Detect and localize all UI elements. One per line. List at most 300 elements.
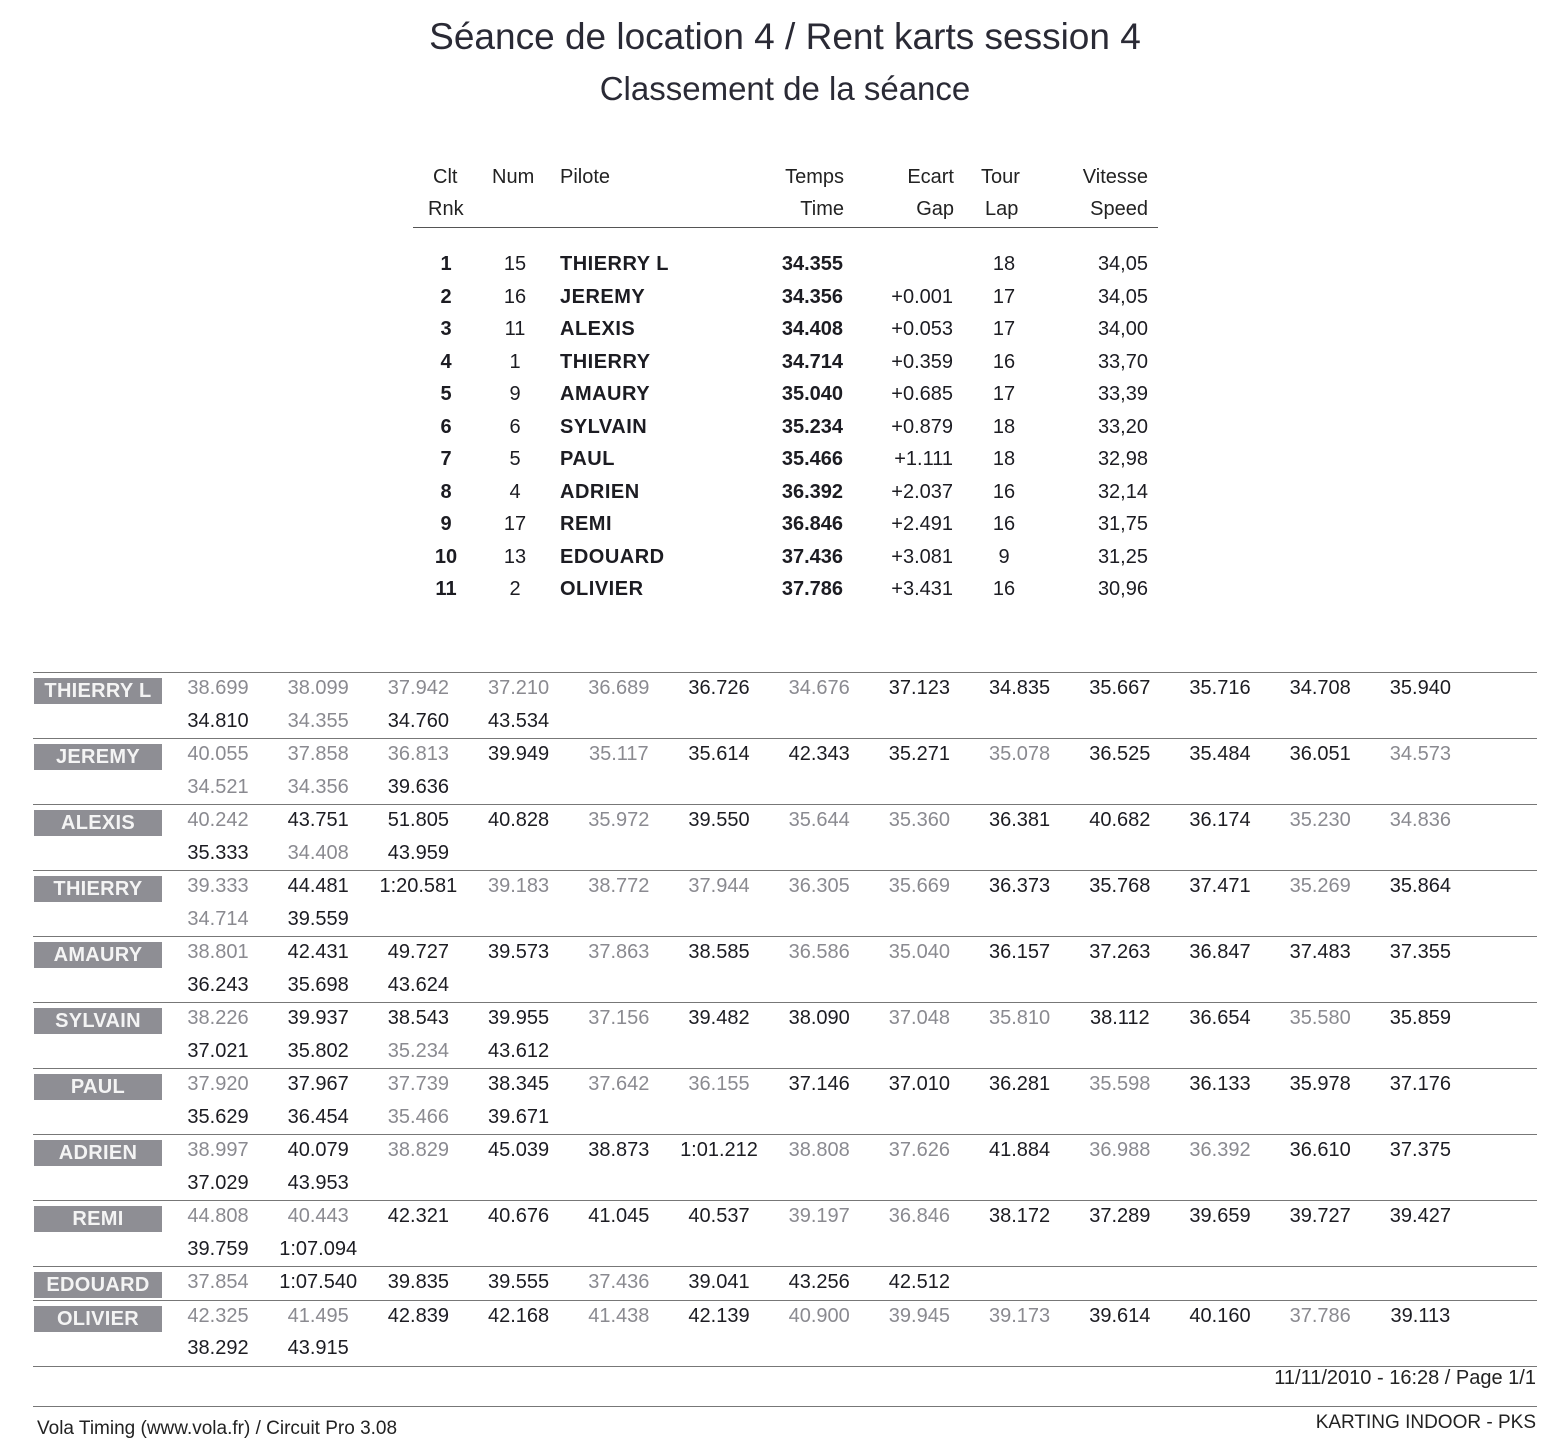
lap-time: 43.534 <box>488 709 550 732</box>
header-driver: Pilote <box>560 166 611 188</box>
cell-num: 5 <box>509 448 521 470</box>
cell-name: THIERRY <box>560 350 651 373</box>
cell-name: OLIVIER <box>560 578 644 600</box>
cell-num: 16 <box>503 285 527 308</box>
lap-time: 40.160 <box>1189 1304 1251 1327</box>
cell-time: 34.714 <box>781 350 843 373</box>
lap-time: 39.659 <box>1189 1205 1251 1227</box>
lap-time: 39.955 <box>488 1007 550 1029</box>
lap-time: 51.805 <box>387 809 449 831</box>
lap-time: 34.714 <box>187 907 249 930</box>
lap-time: 35.234 <box>387 1039 449 1062</box>
lap-times-row <box>33 1300 1537 1366</box>
software-credit: Vola Timing (www.vola.fr) / Circuit Pro 3.08 <box>37 1418 398 1439</box>
lap-time: 39.937 <box>287 1007 349 1029</box>
cell-speed: 30,96 <box>1097 578 1148 600</box>
lap-time: 38.873 <box>588 1139 650 1161</box>
lap-times-row <box>33 870 1537 936</box>
lap-times-row <box>33 936 1537 1002</box>
lap-times-row <box>33 738 1537 804</box>
page-title: Séance de location 4 / Rent karts session 4 <box>429 16 1141 57</box>
cell-speed: 33,39 <box>1097 383 1148 405</box>
lap-time: 35.360 <box>888 809 950 831</box>
lap-time: 42.431 <box>287 941 349 963</box>
table-row <box>413 282 1158 315</box>
lap-time: 34.836 <box>1389 809 1451 831</box>
cell-rank: 5 <box>440 383 452 405</box>
cell-rank: 11 <box>435 578 457 600</box>
footer-divider <box>33 1406 1537 1407</box>
lap-time: 42.139 <box>688 1304 750 1327</box>
lap-time: 35.698 <box>287 973 349 996</box>
cell-time: 34.408 <box>781 318 843 340</box>
lap-time: 38.226 <box>187 1007 249 1029</box>
lap-time: 36.726 <box>688 677 750 699</box>
lap-time: 36.654 <box>1189 1007 1251 1029</box>
header-speed-en: Speed <box>1090 198 1148 220</box>
lap-line <box>33 1036 1537 1069</box>
cell-gap: +3.081 <box>891 545 953 568</box>
lap-time: 35.629 <box>187 1105 249 1128</box>
lap-time: 35.716 <box>1189 677 1251 699</box>
lap-time: 49.727 <box>387 941 449 963</box>
cell-name: JEREMY <box>560 285 646 308</box>
cell-gap: +2.037 <box>891 480 953 503</box>
lap-time: 34.355 <box>287 709 349 732</box>
lap-time: 41.884 <box>989 1139 1051 1161</box>
lap-time: 37.123 <box>888 677 950 699</box>
driver-name-badge: REMI <box>34 1206 162 1232</box>
cell-name: AMAURY <box>560 383 651 405</box>
lap-time: 36.281 <box>989 1073 1051 1095</box>
lap-time: 35.669 <box>888 875 950 897</box>
lap-time: 41.495 <box>287 1304 349 1327</box>
lap-times-row <box>33 1068 1537 1134</box>
lap-time: 35.271 <box>888 743 950 765</box>
lap-time: 39.427 <box>1389 1205 1451 1227</box>
header-gap-en: Gap <box>916 198 954 220</box>
lap-time: 38.997 <box>187 1139 249 1161</box>
lap-time: 36.243 <box>187 973 249 996</box>
driver-name-badge: THIERRY <box>34 876 162 902</box>
lap-time: 35.580 <box>1289 1007 1351 1029</box>
lap-time: 37.786 <box>1289 1304 1351 1327</box>
cell-rank: 9 <box>440 513 452 535</box>
lap-time: 1:07.540 <box>279 1271 358 1293</box>
lap-times-section <box>33 672 1537 1367</box>
lap-line <box>33 1069 1537 1102</box>
lap-time: 43.959 <box>387 841 449 864</box>
cell-time: 35.040 <box>781 383 843 405</box>
lap-time: 37.355 <box>1389 941 1451 963</box>
lap-times-row <box>33 1134 1537 1200</box>
lap-time: 43.915 <box>287 1337 349 1359</box>
lap-time: 38.345 <box>488 1073 550 1095</box>
cell-speed: 34,05 <box>1097 285 1148 308</box>
cell-gap: +1.111 <box>894 448 953 470</box>
lap-time: 38.801 <box>187 941 249 963</box>
page-subtitle: Classement de la séance <box>599 70 971 107</box>
table-row <box>413 347 1158 380</box>
lap-time: 36.381 <box>989 809 1051 831</box>
lap-time: 40.537 <box>688 1205 750 1227</box>
cell-time: 35.234 <box>781 415 843 438</box>
cell-speed: 34,05 <box>1097 253 1148 275</box>
lap-time: 37.010 <box>888 1073 950 1095</box>
cell-time: 36.846 <box>781 513 843 535</box>
header-speed-fr: Vitesse <box>1082 166 1148 188</box>
lap-time: 36.525 <box>1089 743 1151 765</box>
lap-line <box>33 1234 1537 1267</box>
lap-time: 36.988 <box>1089 1139 1151 1161</box>
lap-line <box>33 706 1537 739</box>
lap-time: 35.333 <box>187 841 249 864</box>
cell-speed: 31,75 <box>1097 513 1148 535</box>
lap-time: 38.829 <box>387 1139 449 1161</box>
lap-time: 37.048 <box>888 1007 950 1029</box>
lap-time: 37.854 <box>187 1271 249 1293</box>
cell-gap: +0.053 <box>891 318 953 340</box>
header-gap-fr: Ecart <box>907 166 954 188</box>
lap-time: 37.942 <box>387 677 449 699</box>
lap-time: 40.055 <box>187 743 249 765</box>
cell-speed: 32,14 <box>1097 480 1148 503</box>
cell-name: THIERRY L <box>560 253 669 275</box>
lap-time: 43.624 <box>387 973 449 996</box>
venue-name: KARTING INDOOR - PKS <box>1315 1412 1536 1433</box>
cell-lap: 16 <box>992 578 1016 600</box>
lap-time: 36.846 <box>888 1205 950 1227</box>
lap-time: 37.146 <box>788 1073 850 1095</box>
cell-name: PAUL <box>560 448 615 470</box>
lap-time: 39.482 <box>688 1007 750 1029</box>
cell-time: 37.786 <box>781 578 843 600</box>
cell-rank: 3 <box>440 318 452 340</box>
lap-time: 37.967 <box>287 1073 349 1095</box>
lap-time: 37.375 <box>1389 1139 1451 1161</box>
cell-time: 36.392 <box>781 480 843 503</box>
cell-name: REMI <box>560 513 612 535</box>
lap-time: 34.760 <box>387 709 449 732</box>
lap-time: 35.940 <box>1389 677 1451 699</box>
cell-time: 37.436 <box>781 545 843 568</box>
header-time-en: Time <box>800 198 844 220</box>
lap-time: 34.521 <box>187 775 249 798</box>
lap-time: 39.197 <box>788 1205 850 1227</box>
lap-time: 42.168 <box>488 1304 550 1327</box>
lap-time: 41.045 <box>588 1205 650 1227</box>
lap-time: 39.041 <box>688 1271 750 1293</box>
lap-time: 37.858 <box>287 743 349 765</box>
lap-time: 35.644 <box>788 809 850 831</box>
cell-lap: 18 <box>992 415 1016 438</box>
header-rank-en: Rnk <box>428 198 464 220</box>
lap-time: 37.263 <box>1089 941 1151 963</box>
classification-table <box>413 160 1158 607</box>
lap-time: 39.759 <box>187 1237 249 1260</box>
lap-time: 39.333 <box>187 875 249 897</box>
lap-line <box>33 1201 1537 1234</box>
cell-rank: 7 <box>440 448 452 470</box>
date-and-page: 11/11/2010 - 16:28 / Page 1/1 <box>1274 1367 1536 1389</box>
lap-time: 44.808 <box>187 1205 249 1227</box>
header-lap-fr: Tour <box>981 166 1020 188</box>
lap-time: 43.612 <box>488 1039 550 1062</box>
lap-time: 36.157 <box>989 941 1051 963</box>
cell-rank: 2 <box>440 285 452 308</box>
lap-time: 39.183 <box>488 875 550 897</box>
lap-time: 37.176 <box>1389 1073 1451 1095</box>
cell-num: 4 <box>509 480 521 503</box>
cell-lap: 18 <box>992 253 1016 275</box>
lap-time: 40.682 <box>1089 809 1151 831</box>
cell-num: 17 <box>503 513 527 535</box>
cell-lap: 17 <box>992 285 1016 308</box>
lap-time: 36.586 <box>788 941 850 963</box>
lap-line <box>33 838 1537 871</box>
table-header <box>413 160 1158 228</box>
table-row <box>413 249 1158 282</box>
driver-name-badge: ALEXIS <box>34 810 162 836</box>
cell-num: 1 <box>509 350 521 373</box>
lap-time: 39.559 <box>287 907 349 930</box>
lap-time: 1:01.212 <box>680 1139 758 1161</box>
cell-lap: 16 <box>992 513 1016 535</box>
lap-times-row <box>33 1200 1537 1266</box>
lap-time: 42.321 <box>387 1205 449 1227</box>
cell-gap: +0.001 <box>891 285 953 308</box>
lap-line <box>33 970 1537 1003</box>
lap-line <box>33 1003 1537 1036</box>
lap-time: 42.512 <box>888 1271 950 1293</box>
lap-line <box>33 805 1537 838</box>
table-row <box>413 509 1158 542</box>
cell-speed: 33,70 <box>1097 350 1148 373</box>
lap-time: 34.408 <box>287 841 349 864</box>
lap-time: 37.156 <box>588 1007 650 1029</box>
lap-time: 36.610 <box>1289 1139 1351 1161</box>
lap-line <box>33 1102 1537 1135</box>
lap-time: 35.117 <box>588 743 649 765</box>
driver-name-badge: OLIVIER <box>34 1306 162 1332</box>
lap-time: 43.953 <box>287 1171 349 1194</box>
lap-time: 36.813 <box>387 743 449 765</box>
table-row <box>413 412 1158 445</box>
lap-time: 39.636 <box>387 775 449 798</box>
lap-time: 39.614 <box>1089 1304 1151 1327</box>
lap-time: 36.373 <box>989 875 1051 897</box>
cell-rank: 6 <box>440 415 452 438</box>
lap-time: 38.543 <box>387 1007 449 1029</box>
lap-time: 41.438 <box>588 1304 650 1327</box>
lap-time: 35.598 <box>1089 1073 1151 1095</box>
lap-time: 43.256 <box>788 1271 850 1293</box>
driver-name-badge: PAUL <box>34 1074 162 1100</box>
header-rank-fr: Clt <box>433 166 458 188</box>
driver-name-badge: EDOUARD <box>34 1272 162 1298</box>
cell-lap: 17 <box>992 318 1016 340</box>
lap-time: 37.483 <box>1289 941 1351 963</box>
cell-name: EDOUARD <box>560 545 665 568</box>
lap-time: 39.173 <box>989 1304 1051 1327</box>
lap-time: 35.667 <box>1089 677 1151 699</box>
cell-num: 11 <box>504 318 526 340</box>
lap-time: 42.839 <box>387 1304 449 1327</box>
lap-line <box>33 1267 1537 1300</box>
cell-gap: +2.491 <box>891 513 953 535</box>
lap-time: 39.550 <box>688 809 750 831</box>
lap-times-row <box>33 1266 1537 1300</box>
cell-time: 35.466 <box>781 448 843 470</box>
cell-speed: 32,98 <box>1097 448 1148 470</box>
cell-rank: 10 <box>434 545 458 568</box>
cell-rank: 1 <box>440 253 452 275</box>
lap-time: 34.708 <box>1289 677 1351 699</box>
cell-lap: 16 <box>992 350 1016 373</box>
cell-num: 15 <box>503 253 527 275</box>
lap-time: 36.133 <box>1189 1073 1251 1095</box>
cell-name: ADRIEN <box>560 480 640 503</box>
lap-time: 38.772 <box>588 875 650 897</box>
lap-time: 44.481 <box>287 875 349 897</box>
lap-time: 36.689 <box>588 677 650 699</box>
lap-time: 1:20.581 <box>379 875 458 897</box>
lap-time: 36.392 <box>1189 1139 1251 1161</box>
cell-lap: 17 <box>992 383 1016 405</box>
cell-lap: 9 <box>998 545 1010 568</box>
lap-time: 38.112 <box>1089 1007 1150 1029</box>
lap-time: 37.863 <box>588 941 650 963</box>
lap-time: 37.021 <box>187 1039 249 1062</box>
lap-time: 35.466 <box>387 1105 449 1128</box>
lap-line <box>33 739 1537 772</box>
lap-time: 34.356 <box>287 775 349 798</box>
lap-time: 36.847 <box>1189 941 1251 963</box>
lap-time: 38.292 <box>187 1337 249 1359</box>
lap-time: 37.944 <box>688 875 750 897</box>
cell-speed: 34,00 <box>1097 318 1148 340</box>
lap-line <box>33 772 1537 805</box>
lap-time: 38.099 <box>287 677 349 699</box>
table-row <box>413 574 1158 607</box>
lap-time: 36.305 <box>788 875 850 897</box>
lap-time: 34.835 <box>989 677 1051 699</box>
lap-time: 39.113 <box>1390 1304 1451 1327</box>
lap-time: 42.325 <box>187 1304 249 1327</box>
lap-time: 35.810 <box>989 1007 1051 1029</box>
lap-time: 35.484 <box>1189 743 1251 765</box>
lap-time: 35.802 <box>287 1039 349 1062</box>
lap-time: 39.555 <box>488 1271 550 1293</box>
lap-time: 40.828 <box>488 809 550 831</box>
table-row <box>413 542 1158 575</box>
lap-time: 35.978 <box>1289 1073 1351 1095</box>
lap-time: 35.230 <box>1289 809 1351 831</box>
lap-time: 39.727 <box>1289 1205 1351 1227</box>
cell-num: 6 <box>509 415 521 438</box>
lap-time: 36.454 <box>287 1105 349 1128</box>
cell-lap: 16 <box>992 480 1016 503</box>
lap-time: 36.155 <box>688 1073 750 1095</box>
lap-time: 37.210 <box>488 677 550 699</box>
lap-time: 35.864 <box>1389 875 1451 897</box>
cell-speed: 31,25 <box>1097 545 1148 568</box>
lap-time: 38.090 <box>788 1007 850 1029</box>
lap-time: 38.585 <box>688 941 750 963</box>
lap-times-row <box>33 804 1537 870</box>
lap-time: 34.676 <box>788 677 850 699</box>
cell-speed: 33,20 <box>1097 415 1148 438</box>
lap-time: 37.436 <box>588 1271 650 1293</box>
cell-gap: +0.685 <box>891 383 953 405</box>
lap-line <box>33 1333 1537 1366</box>
driver-name-badge: ADRIEN <box>34 1140 162 1166</box>
lap-time: 37.739 <box>387 1073 449 1095</box>
lap-time: 35.972 <box>588 809 650 831</box>
lap-time: 37.642 <box>588 1073 650 1095</box>
cell-gap: +0.879 <box>891 415 953 438</box>
lap-time: 35.859 <box>1389 1007 1451 1029</box>
results-list <box>413 249 1158 607</box>
cell-time: 34.355 <box>781 253 843 275</box>
lap-time: 37.920 <box>187 1073 249 1095</box>
lap-line <box>33 937 1537 970</box>
lap-line <box>33 871 1537 904</box>
lap-line <box>33 1168 1537 1201</box>
lap-time: 35.614 <box>688 743 750 765</box>
table-row <box>413 477 1158 510</box>
lap-time: 40.676 <box>488 1205 550 1227</box>
lap-time: 38.172 <box>989 1205 1051 1227</box>
lap-time: 39.573 <box>488 941 550 963</box>
driver-name-badge: THIERRY L <box>34 678 162 704</box>
lap-time: 34.810 <box>187 709 249 732</box>
cell-name: SYLVAIN <box>560 415 648 438</box>
lap-time: 35.040 <box>888 941 950 963</box>
table-row <box>413 379 1158 412</box>
lap-times-row <box>33 1002 1537 1068</box>
lap-time: 34.573 <box>1389 743 1451 765</box>
lap-time: 37.029 <box>187 1171 249 1194</box>
cell-gap: +3.431 <box>891 578 953 600</box>
cell-gap: +0.359 <box>891 350 953 373</box>
cell-name: ALEXIS <box>560 318 636 340</box>
lap-time: 36.051 <box>1289 743 1351 765</box>
cell-num: 9 <box>509 383 521 405</box>
lap-time: 35.078 <box>989 743 1051 765</box>
lap-time: 38.808 <box>788 1139 850 1161</box>
lap-times-row <box>33 672 1537 738</box>
header-lap-en: Lap <box>985 198 1019 220</box>
lap-time: 36.174 <box>1189 809 1251 831</box>
lap-line <box>33 1135 1537 1168</box>
lap-time: 38.699 <box>187 677 249 699</box>
lap-time: 39.835 <box>387 1271 449 1293</box>
lap-time: 39.945 <box>888 1304 950 1327</box>
table-row <box>413 314 1158 347</box>
lap-time: 45.039 <box>488 1139 550 1161</box>
lap-time: 40.900 <box>788 1304 850 1327</box>
lap-time: 40.443 <box>287 1205 349 1227</box>
lap-line <box>33 673 1537 706</box>
lap-line <box>33 1301 1537 1334</box>
lap-time: 43.751 <box>287 809 349 831</box>
lap-time: 39.949 <box>488 743 550 765</box>
lap-time: 35.768 <box>1089 875 1151 897</box>
lap-time: 35.269 <box>1289 875 1351 897</box>
lap-line <box>33 904 1537 937</box>
table-row <box>413 444 1158 477</box>
